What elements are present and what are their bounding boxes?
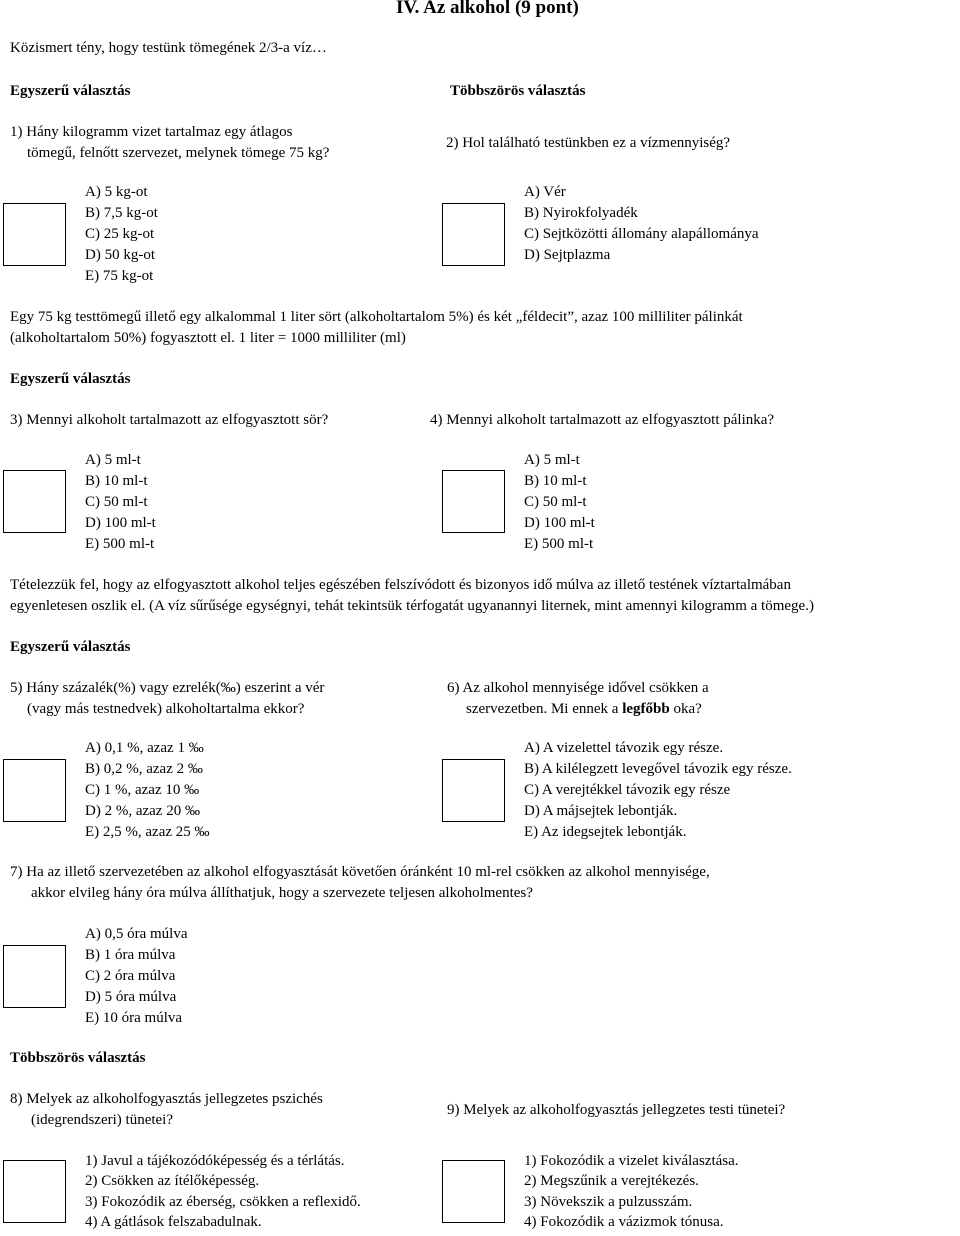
para2-line2: egyenletesen oszlik el. (A víz sűrűsége egységnyi, tehát tekintsük térfogatát ugyanannyi liternek, mint amennyi kilogramm a tömege.)	[10, 598, 814, 614]
page-title: IV. Az alkohol (9 pont)	[396, 0, 579, 18]
section-label-multi-2: Többszörös választás	[10, 1050, 146, 1066]
q9-answer-box[interactable]	[442, 1160, 505, 1223]
q6-answer-box[interactable]	[442, 759, 505, 822]
q6-line2-emphasis: legfőbb	[622, 701, 670, 717]
q6-option-b: B) A kilélegzett levegővel távozik egy része.	[524, 761, 792, 777]
q2-option-c: C) Sejtközötti állomány alapállománya	[524, 226, 759, 242]
q1-option-b: B) 7,5 kg-ot	[85, 205, 158, 221]
para1-line2: (alkoholtartalom 50%) fogyasztott el. 1 liter = 1000 milliliter (ml)	[10, 330, 406, 346]
q6-option-e: E) Az idegsejtek lebontják.	[524, 824, 687, 840]
q3-option-b: B) 10 ml-t	[85, 473, 148, 489]
para2-line1: Tételezzük fel, hogy az elfogyasztott alkohol teljes egészében felszívódott és bizonyos idő múlva az illető testének víztartalmában	[10, 577, 791, 593]
q8-option-4: 4) A gátlások felszabadulnak.	[85, 1214, 262, 1230]
q6-line2	[466, 699, 702, 720]
q8-option-3: 3) Fokozódik az éberség, csökken a reflexidő.	[85, 1194, 361, 1210]
q2-option-d: D) Sejtplazma	[524, 247, 611, 263]
q6-line1: 6) Az alkohol mennyisége idővel csökken a	[447, 680, 709, 696]
q5-option-c: C) 1 %, azaz 10 ‰	[85, 782, 200, 798]
q1-option-c: C) 25 kg-ot	[85, 226, 155, 242]
q8-answer-box[interactable]	[3, 1160, 66, 1223]
q7-option-a: A) 0,5 óra múlva	[85, 926, 188, 942]
q5-option-d: D) 2 %, azaz 20 ‰	[85, 803, 200, 819]
q9-text: 9) Melyek az alkoholfogyasztás jellegzetes testi tünetei?	[447, 1102, 786, 1118]
q8-option-2: 2) Csökken az ítélőképesség.	[85, 1173, 260, 1189]
q6-line2-post: oka?	[669, 701, 702, 717]
q5-option-e: E) 2,5 %, azaz 25 ‰	[85, 824, 210, 840]
q7-option-b: B) 1 óra múlva	[85, 947, 176, 963]
q7-line2: akkor elvileg hány óra múlva állíthatjuk, hogy a szervezete teljesen alkoholmentes?	[31, 885, 533, 901]
section-label-single-3: Egyszerű választás	[10, 639, 131, 655]
intro-text: Közismert tény, hogy testünk tömegének 2/3-a víz…	[10, 40, 327, 56]
q7-line1: 7) Ha az illető szervezetében az alkohol elfogyasztását követően óránként 10 ml-rel csökken az alkohol mennyisége,	[10, 864, 710, 880]
q5-option-a: A) 0,1 %, azaz 1 ‰	[85, 740, 204, 756]
q8-line2: (idegrendszeri) tünetei?	[31, 1112, 174, 1128]
q7-option-e: E) 10 óra múlva	[85, 1010, 183, 1026]
q7-answer-box[interactable]	[3, 945, 66, 1008]
q4-option-c: C) 50 ml-t	[524, 494, 587, 510]
q6-option-d: D) A májsejtek lebontják.	[524, 803, 678, 819]
q7-option-c: C) 2 óra múlva	[85, 968, 176, 984]
q9-option-2: 2) Megszűnik a verejtékezés.	[524, 1173, 699, 1189]
q5-answer-box[interactable]	[3, 759, 66, 822]
q3-option-c: C) 50 ml-t	[85, 494, 148, 510]
q1-option-a: A) 5 kg-ot	[85, 184, 148, 200]
section-label-single: Egyszerű választás	[10, 83, 131, 99]
q6-line2-pre: szervezetben. Mi ennek a	[466, 701, 623, 717]
q3-text: 3) Mennyi alkoholt tartalmazott az elfogyasztott sör?	[10, 412, 329, 428]
q3-option-d: D) 100 ml-t	[85, 515, 156, 531]
section-label-single-2: Egyszerű választás	[10, 371, 131, 387]
q4-option-e: E) 500 ml-t	[524, 536, 594, 552]
q2-option-b: B) Nyirokfolyadék	[524, 205, 638, 221]
q1-line2: tömegű, felnőtt szervezet, melynek tömege 75 kg?	[27, 145, 330, 161]
q1-answer-box[interactable]	[3, 203, 66, 266]
q4-answer-box[interactable]	[442, 470, 505, 533]
q4-option-b: B) 10 ml-t	[524, 473, 587, 489]
q6-option-a: A) A vizelettel távozik egy része.	[524, 740, 724, 756]
q8-line1: 8) Melyek az alkoholfogyasztás jellegzetes pszichés	[10, 1091, 323, 1107]
q1-line1: 1) Hány kilogramm vizet tartalmaz egy átlagos	[10, 124, 293, 140]
q4-option-d: D) 100 ml-t	[524, 515, 595, 531]
q8-option-1: 1) Javul a tájékozódóképesség és a térlátás.	[85, 1153, 345, 1169]
q4-text: 4) Mennyi alkoholt tartalmazott az elfogyasztott pálinka?	[430, 412, 775, 428]
q3-answer-box[interactable]	[3, 470, 66, 533]
q2-text: 2) Hol található testünkben ez a vízmennyiség?	[446, 135, 731, 151]
q5-line2: (vagy más testnedvek) alkoholtartalma ekkor?	[27, 701, 305, 717]
q3-option-a: A) 5 ml-t	[85, 452, 141, 468]
q5-line1: 5) Hány százalék(%) vagy ezrelék(‰) eszerint a vér	[10, 680, 325, 696]
q1-option-e: E) 75 kg-ot	[85, 268, 154, 284]
q6-option-c: C) A verejtékkel távozik egy része	[524, 782, 731, 798]
q1-option-d: D) 50 kg-ot	[85, 247, 155, 263]
q7-option-d: D) 5 óra múlva	[85, 989, 177, 1005]
q3-option-e: E) 500 ml-t	[85, 536, 155, 552]
q5-option-b: B) 0,2 %, azaz 2 ‰	[85, 761, 203, 777]
q2-answer-box[interactable]	[442, 203, 505, 266]
q2-option-a: A) Vér	[524, 184, 566, 200]
q9-option-4: 4) Fokozódik a vázizmok tónusa.	[524, 1214, 724, 1230]
q9-option-1: 1) Fokozódik a vizelet kiválasztása.	[524, 1153, 739, 1169]
q4-option-a: A) 5 ml-t	[524, 452, 580, 468]
q9-option-3: 3) Növekszik a pulzusszám.	[524, 1194, 693, 1210]
section-label-multi: Többszörös választás	[450, 83, 586, 99]
para1-line1: Egy 75 kg testtömegű illető egy alkalommal 1 liter sört (alkoholtartalom 5%) és két „féldecit”, azaz 100 milliliter pálinkát	[10, 309, 743, 325]
